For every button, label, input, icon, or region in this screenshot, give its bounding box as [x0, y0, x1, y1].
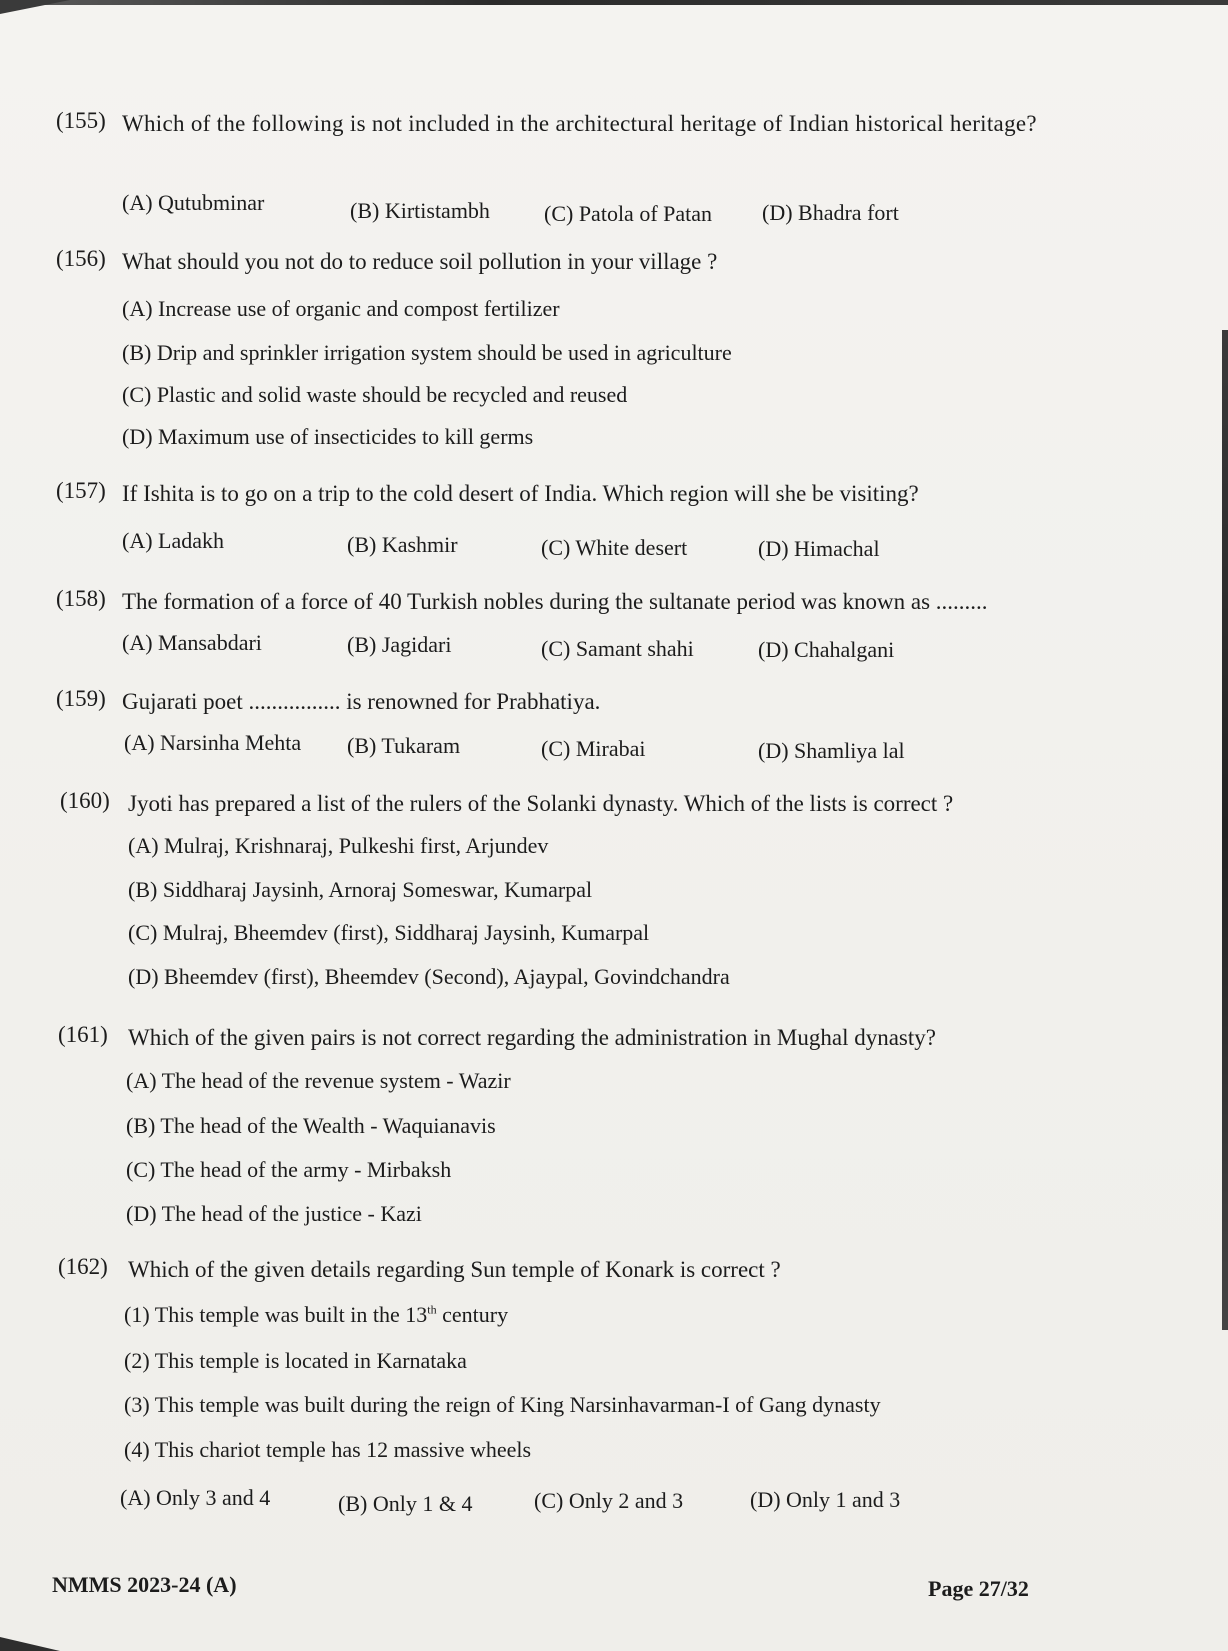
- question-number: (156): [56, 246, 106, 271]
- option-b: (B) Only 1 & 4: [338, 1491, 473, 1516]
- option-a: (A) Mansabdari: [122, 630, 262, 655]
- statement-4: (4) This chariot temple has 12 massive wheels: [124, 1437, 532, 1462]
- statement-1-pre: (1) This temple was built in the 13: [124, 1302, 428, 1327]
- option-d: (D) Maximum use of insecticides to kill germs: [122, 424, 534, 449]
- question-number: (161): [58, 1022, 108, 1047]
- scan-bottom-corner: [0, 1637, 60, 1651]
- option-a: (A) The head of the revenue system - Wazir: [126, 1068, 511, 1093]
- question-text: Which of the following is not included in the architectural heritage of Indian historical heritage?: [122, 111, 1037, 136]
- footer-page-number: Page 27/32: [928, 1576, 1029, 1601]
- option-c: (C) Mirabai: [541, 736, 646, 761]
- question-number: (162): [58, 1254, 108, 1279]
- scan-right-edge: [1222, 330, 1228, 1330]
- scan-top-corner: [0, 0, 70, 14]
- option-b: (B) Jagidari: [347, 632, 452, 657]
- option-d: (D) Chahalgani: [758, 637, 895, 662]
- option-a: (A) Ladakh: [122, 528, 225, 553]
- option-b: (B) The head of the Wealth - Waquianavis: [126, 1113, 496, 1138]
- option-d: (D) Bheemdev (first), Bheemdev (Second), Ajaypal, Govindchandra: [128, 964, 730, 989]
- option-c: (C) Samant shahi: [541, 636, 694, 661]
- question-number: (157): [56, 478, 106, 503]
- option-d: (D) Himachal: [758, 536, 880, 561]
- question-number: (158): [56, 586, 106, 611]
- question-text: Gujarati poet ................ is renowned for Prabhatiya.: [122, 689, 601, 714]
- option-b: (B) Kashmir: [347, 532, 458, 557]
- statement-3: (3) This temple was built during the reign of King Narsinhavarman-I of Gang dynasty: [124, 1392, 881, 1417]
- statement-1: [124, 1302, 508, 1328]
- statement-1-post: century: [436, 1302, 509, 1327]
- option-b: (B) Siddharaj Jaysinh, Arnoraj Someswar, Kumarpal: [128, 877, 593, 902]
- option-c: (C) Only 2 and 3: [534, 1488, 684, 1513]
- statement-2: (2) This temple is located in Karnataka: [124, 1348, 467, 1373]
- question-number: (159): [56, 686, 106, 711]
- statement-1-sup: th: [427, 1302, 437, 1317]
- option-a: (A) Only 3 and 4: [120, 1485, 271, 1510]
- option-b: (B) Kirtistambh: [350, 198, 490, 223]
- question-text: If Ishita is to go on a trip to the cold desert of India. Which region will she be visiting?: [122, 481, 919, 506]
- option-c: (C) Mulraj, Bheemdev (first), Siddharaj Jaysinh, Kumarpal: [128, 920, 650, 945]
- question-text: The formation of a force of 40 Turkish nobles during the sultanate period was known as .........: [122, 589, 988, 614]
- option-d: (D) The head of the justice - Kazi: [126, 1201, 422, 1226]
- option-b: (B) Tukaram: [347, 733, 461, 758]
- option-d: (D) Bhadra fort: [762, 200, 899, 225]
- option-b: (B) Drip and sprinkler irrigation system should be used in agriculture: [122, 340, 732, 365]
- question-text: Which of the given details regarding Sun temple of Konark is correct ?: [128, 1257, 781, 1282]
- option-a: (A) Narsinha Mehta: [124, 730, 302, 755]
- option-a: (A) Increase use of organic and compost fertilizer: [122, 296, 560, 321]
- scan-top-edge: [0, 0, 1228, 5]
- option-c: (C) Patola of Patan: [544, 201, 713, 226]
- option-d: (D) Only 1 and 3: [750, 1487, 901, 1512]
- option-c: (C) White desert: [541, 535, 688, 560]
- option-c: (C) The head of the army - Mirbaksh: [126, 1157, 452, 1182]
- question-text: What should you not do to reduce soil pollution in your village ?: [122, 249, 718, 274]
- option-d: (D) Shamliya lal: [758, 738, 905, 763]
- footer-exam-code: NMMS 2023-24 (A): [52, 1572, 237, 1597]
- question-text: Jyoti has prepared a list of the rulers of the Solanki dynasty. Which of the lists is correct ?: [128, 791, 954, 816]
- option-c: (C) Plastic and solid waste should be recycled and reused: [122, 382, 628, 407]
- option-a: (A) Qutubminar: [122, 190, 265, 215]
- question-number: (160): [60, 788, 110, 813]
- question-number: (155): [56, 108, 106, 133]
- option-a: (A) Mulraj, Krishnaraj, Pulkeshi first, Arjundev: [128, 833, 549, 858]
- question-text: Which of the given pairs is not correct regarding the administration in Mughal dynasty?: [128, 1025, 936, 1050]
